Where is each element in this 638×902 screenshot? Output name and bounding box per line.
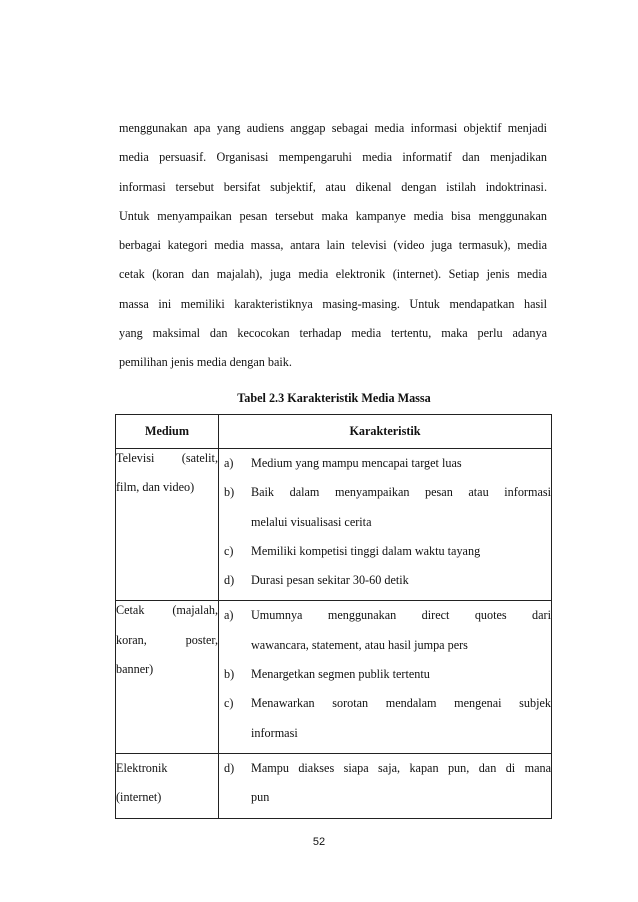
body-paragraph [119, 119, 547, 383]
characteristics-cell [219, 449, 552, 601]
medium-line: Cetak (majalah, [116, 603, 218, 618]
medium-cell [116, 449, 219, 601]
header-medium: Medium [116, 415, 219, 449]
item-label: c) [224, 696, 234, 711]
item-line: Menargetkan segmen publik tertentu [251, 667, 430, 682]
medium-line: koran, poster, [116, 632, 218, 647]
item-line: Durasi pesan sekitar 30-60 detik [251, 573, 409, 588]
item-label: c) [224, 543, 234, 558]
paragraph-line: informasi tersebut bersifat subjektif, atau dikenal dengan istilah indoktrinasi. [119, 179, 547, 194]
characteristics-cell [219, 753, 552, 818]
table-row [116, 753, 552, 818]
table-caption: Tabel 2.3 Karakteristik Media Massa [237, 391, 431, 405]
item-line: Memiliki kompetisi tinggi dalam waktu tayang [251, 543, 481, 558]
item-label: a) [224, 608, 234, 623]
item-line: Medium yang mampu mencapai target luas [251, 456, 462, 470]
item-label: d) [224, 760, 235, 775]
item-label: d) [224, 573, 235, 588]
paragraph-line: Untuk menyampaikan pesan tersebut maka kampanye media bisa menggunakan [119, 208, 547, 223]
item-line: pun [251, 790, 270, 805]
characteristics-cell [219, 601, 552, 753]
table-header-row [116, 415, 552, 449]
item-line: Baik dalam menyampaikan pesan atau informasi [251, 485, 551, 500]
medium-line: Elektronik [116, 760, 168, 775]
list-item [224, 665, 551, 694]
item-label: a) [224, 456, 234, 470]
paragraph-line: berbagai kategori media massa, antara lain televisi (video juga termasuk), media [119, 238, 547, 253]
medium-line: banner) [116, 662, 154, 677]
list-item [224, 483, 551, 542]
item-line: Menawarkan sorotan mendalam mengenai subjek [251, 696, 551, 711]
list-item [224, 542, 551, 571]
paragraph-line: menggunakan apa yang audiens anggap sebagai media informasi objektif menjadi [119, 121, 547, 135]
item-line: melalui visualisasi cerita [251, 514, 372, 529]
list-item [224, 759, 551, 818]
medium-cell [116, 753, 219, 818]
item-line: Umumnya menggunakan direct quotes dari [251, 608, 551, 623]
item-line: informasi [251, 725, 298, 740]
medium-line: (internet) [116, 790, 162, 805]
paragraph-line: massa ini memiliki karakteristiknya masing-masing. Untuk mendapatkan hasil [119, 296, 547, 311]
header-karakteristik: Karakteristik [219, 415, 552, 449]
list-item [224, 571, 551, 600]
table-row [116, 449, 552, 601]
paragraph-line: cetak (koran dan majalah), juga media elektronik (internet). Setiap jenis media [119, 267, 547, 282]
paragraph-line: yang maksimal dan kecocokan terhadap media tertentu, maka perlu adanya [119, 326, 547, 341]
page-number: 52 [312, 836, 326, 848]
paragraph-line: pemilihan jenis media dengan baik. [119, 355, 292, 370]
medium-cell [116, 601, 219, 753]
item-label: b) [224, 485, 235, 500]
media-characteristics-table [115, 414, 552, 819]
list-item [224, 694, 551, 753]
table-row [116, 601, 552, 753]
medium-line: Televisi (satelit, [116, 451, 218, 465]
item-line: Mampu diakses siapa saja, kapan pun, dan di mana [251, 760, 551, 775]
item-label: b) [224, 667, 235, 682]
list-item [224, 454, 551, 483]
item-line: wawancara, statement, atau hasil jumpa pers [251, 637, 468, 652]
list-item [224, 606, 551, 665]
paragraph-line: media persuasif. Organisasi mempengaruhi media informatif dan menjadikan [119, 150, 547, 165]
medium-line: film, dan video) [116, 480, 195, 495]
